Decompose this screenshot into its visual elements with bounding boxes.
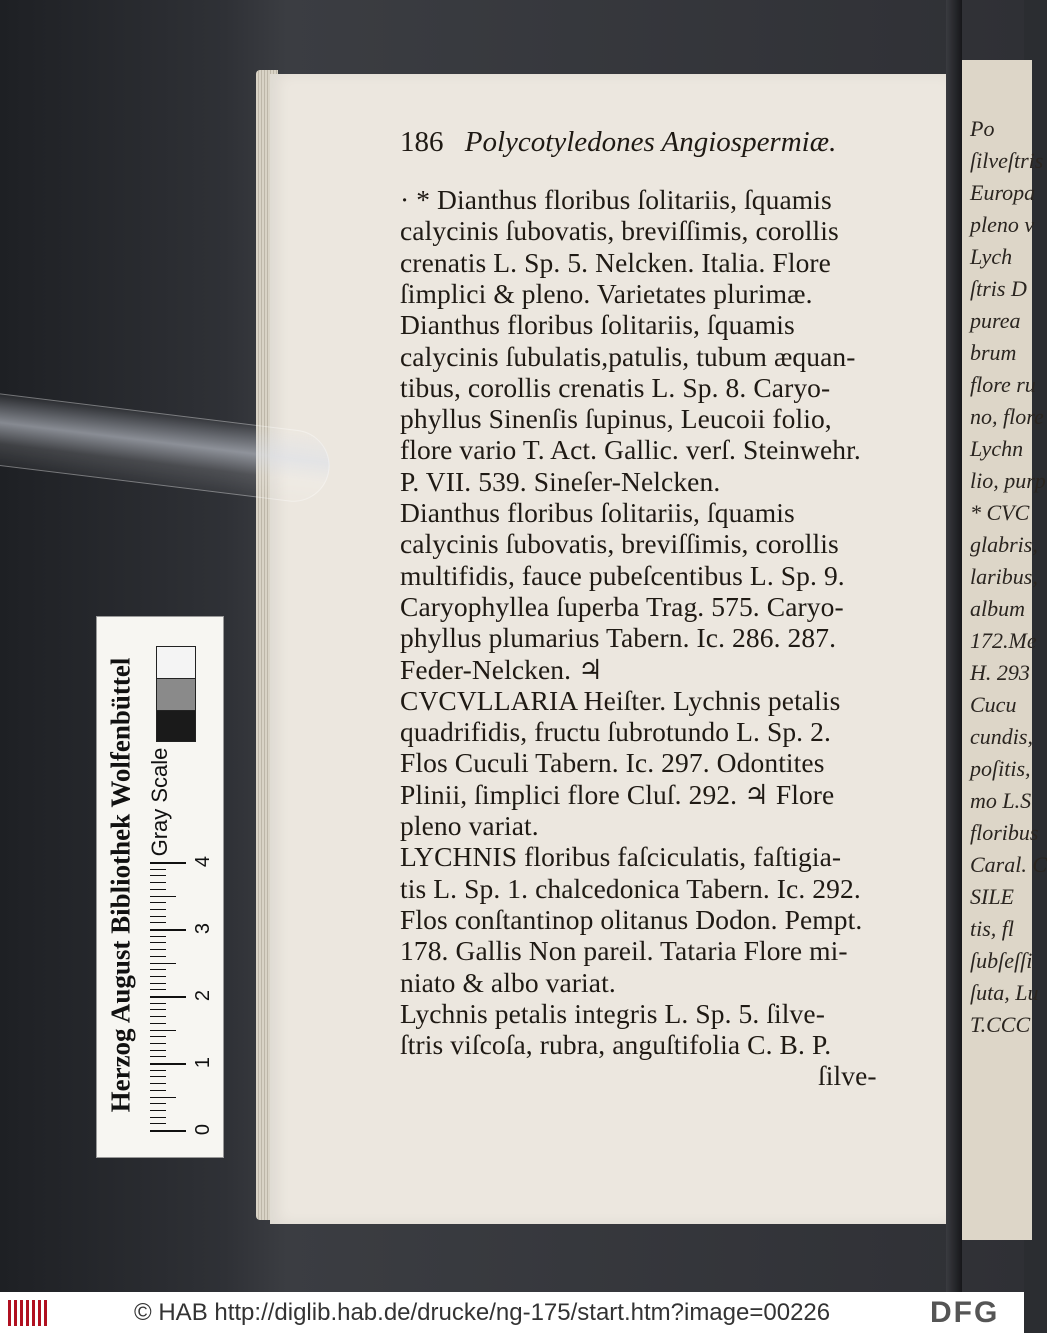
next-page-fragment: Caral. C: [970, 852, 1047, 877]
next-page-fragment: ſubſeſſi: [970, 948, 1033, 973]
text-line: Caryophyllea ſuperba Trag. 575. Caryo-: [400, 590, 844, 622]
text-line: phyllus plumarius Tabern. Ic. 286. 287.: [400, 622, 837, 654]
ruler-minor-tick: [150, 1030, 176, 1031]
text-line: Flos Cuculi Tabern. Ic. 297. Odontites: [400, 747, 825, 779]
ruler-minor-tick: [150, 1036, 166, 1037]
text-line: Flos conſtantinop olitanus Dodon. Pempt.: [400, 903, 863, 935]
next-page-fragment: Lychn: [970, 436, 1024, 461]
ruler-minor-tick: [150, 882, 166, 883]
ruler-minor-tick: [150, 1003, 166, 1004]
next-page-fragment: SILE: [970, 884, 1014, 909]
next-page-fragment: mo L.S: [970, 788, 1032, 813]
ruler-minor-tick: [150, 1076, 166, 1077]
next-page-fragment: laribus,: [970, 564, 1038, 589]
ruler-minor-tick: [150, 1103, 166, 1104]
ruler-minor-tick: [150, 1023, 166, 1024]
text-line: calycinis ſubovatis, breviſſimis, corollis: [400, 528, 839, 560]
next-page-fragment: T.CCC: [970, 1012, 1031, 1037]
ruler-minor-tick: [150, 922, 166, 923]
text-line: crenatis L. Sp. 5. Nelcken. Italia. Flore: [400, 246, 831, 278]
ruler-major-tick: [150, 929, 186, 931]
next-page-fragment: flore ru: [970, 372, 1036, 397]
ruler-minor-tick: [150, 1090, 166, 1091]
ruler-minor-tick: [150, 936, 166, 937]
text-line: calycinis ſubulatis,patulis, tubum æquan-: [400, 340, 856, 372]
text-line: ſimplici & pleno. Varietates plurimæ.: [400, 277, 813, 309]
institution-name: Herzog August Bibliothek Wolfenbüttel: [105, 657, 136, 1113]
next-page-fragment: no, flore: [970, 404, 1044, 429]
text-line: LYCHNIS floribus faſciculatis, faſtigia-: [400, 841, 842, 873]
text-line: P. VII. 539. Sineſer-Nelcken.: [400, 465, 721, 497]
ruler-minor-tick: [150, 1083, 166, 1084]
next-page-fragment: ſilveſtris: [970, 148, 1044, 173]
ruler-minor-tick: [150, 963, 176, 964]
next-page-fragment: purea: [970, 308, 1021, 333]
footer-bar: [0, 1292, 1024, 1333]
gray-swatch: [156, 678, 196, 712]
ruler-major-tick: [150, 862, 186, 864]
page-number: 186: [400, 126, 444, 158]
ruler-minor-tick: [150, 1009, 166, 1010]
dfg-logo: DFG: [930, 1296, 1000, 1329]
text-line: quadrifidis, fructu ſubrotundo L. Sp. 2.: [400, 716, 831, 748]
text-line: tis L. Sp. 1. chalcedonica Tabern. Ic. 292.: [400, 872, 861, 904]
ruler-minor-tick: [150, 969, 166, 970]
next-page-fragment: lio, purp: [970, 468, 1046, 493]
next-page-fragment: ſtris D: [970, 276, 1027, 301]
ruler-minor-tick: [150, 1043, 166, 1044]
ruler-minor-tick: [150, 1050, 166, 1051]
next-page-fragment: Cucu: [970, 692, 1017, 717]
ruler-minor-tick: [150, 902, 166, 903]
text-line: Feder-Nelcken. ♃: [400, 653, 603, 685]
next-page-fragment: floribus: [970, 820, 1039, 845]
text-line: phyllus Sinenſis ſupinus, Leucoii folio,: [400, 403, 832, 435]
ruler-minor-tick: [150, 956, 166, 957]
ruler-major-tick: [150, 1130, 186, 1132]
ruler-minor-tick: [150, 1056, 166, 1057]
ruler-minor-tick: [150, 889, 166, 890]
next-page-fragment: glabris,: [970, 532, 1038, 557]
text-line: ſtris viſcoſa, rubra, anguſtifolia C. B. P.: [400, 1029, 832, 1061]
ruler-major-tick: [150, 996, 186, 998]
next-page-fragment: album: [970, 596, 1025, 621]
ruler-minor-tick: [150, 1016, 166, 1017]
text-line: Lychnis petalis integris L. Sp. 5. ſilve-: [400, 997, 825, 1029]
institution-label: [103, 625, 139, 1145]
ruler-minor-tick: [150, 1117, 166, 1118]
gray-scale-text: Gray Scale: [147, 747, 172, 857]
next-page-fragment: H. 293: [970, 660, 1030, 685]
next-page-fragment: Lych: [970, 244, 1013, 269]
text-line: Plinii, ſimplici flore Cluſ. 292. ♃ Flore: [400, 778, 835, 810]
running-title: Polycotyledones Angiospermiæ.: [464, 126, 837, 158]
text-line: Dianthus floribus ſolitariis, ſquamis: [400, 497, 795, 528]
ruler-minor-tick: [150, 896, 176, 897]
next-page-fragment: tis, fl: [970, 916, 1015, 941]
text-line: pleno variat.: [400, 810, 539, 841]
page-header: [400, 126, 836, 159]
next-page-fragment: pleno v: [970, 212, 1035, 237]
text-line: CVCVLLARIA Heiſter. Lychnis petalis: [400, 684, 841, 716]
ruler-minor-tick: [150, 942, 166, 943]
text-line: 178. Gallis Non pareil. Tataria Flore mi-: [400, 935, 848, 967]
next-page-edge: [962, 60, 1047, 1240]
ruler-minor-tick: [150, 983, 166, 984]
text-line: niato & albo variat.: [400, 966, 616, 998]
ruler-minor-tick: [150, 875, 166, 876]
ruler-number: 3: [192, 922, 215, 935]
gray-scale-label: [140, 712, 180, 892]
ruler-minor-tick: [150, 869, 166, 870]
hab-logo-icon: [8, 1300, 48, 1326]
next-page-fragment: 172.Me: [970, 628, 1037, 653]
next-page-fragment: ſuta, Lu: [970, 980, 1039, 1005]
next-page-fragment: Po: [970, 116, 995, 141]
white-swatch: [156, 646, 196, 680]
ruler-minor-tick: [150, 916, 166, 917]
ruler-major-tick: [150, 1063, 186, 1065]
text-line: · * Dianthus floribus ſolitariis, ſquamis: [400, 184, 832, 215]
book-gutter: [946, 0, 962, 1292]
ruler-minor-tick: [150, 989, 166, 990]
next-page-fragment: brum: [970, 340, 1017, 365]
text-line: multifidis, fauce pubeſcentibus L. Sp. 9.: [400, 559, 845, 591]
ruler-minor-tick: [150, 1110, 166, 1111]
ruler-minor-tick: [150, 1070, 166, 1071]
text-line: tibus, corollis crenatis L. Sp. 8. Caryo-: [400, 371, 831, 403]
ruler-number: 2: [192, 989, 215, 1002]
next-page-fragment: cundis,: [970, 724, 1033, 749]
citation-link[interactable]: © HAB http://diglib.hab.de/drucke/ng-175/start.htm?image=00226: [134, 1299, 831, 1326]
text-line: flore vario T. Act. Gallic. verſ. Steinwehr.: [400, 434, 861, 466]
text-line: ſilve-: [818, 1060, 877, 1092]
ruler-minor-tick: [150, 976, 166, 977]
ruler-minor-tick: [150, 1123, 166, 1124]
ruler-number: 4: [192, 855, 215, 868]
ruler-minor-tick: [150, 909, 166, 910]
next-page-fragment: * CVC: [970, 500, 1030, 525]
next-page-fragment: poſitis,: [970, 756, 1031, 781]
ruler-number: 1: [192, 1056, 215, 1069]
ruler-minor-tick: [150, 949, 166, 950]
next-page-fragment: Europa: [970, 180, 1036, 205]
text-line: calycinis ſubovatis, breviſſimis, corollis: [400, 215, 839, 247]
ruler-number: 0: [192, 1123, 215, 1136]
text-line: Dianthus floribus ſolitariis, ſquamis: [400, 309, 795, 341]
ruler-minor-tick: [150, 1097, 176, 1098]
